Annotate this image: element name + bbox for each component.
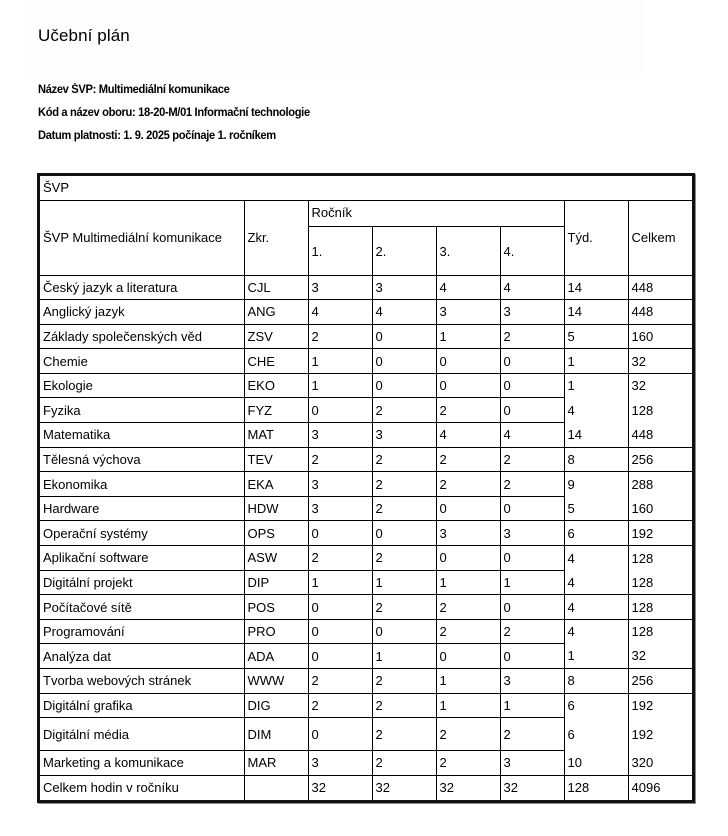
year-2-hours: 0 <box>372 349 436 374</box>
year-4-hours: 0 <box>500 644 564 669</box>
year-1-hours: 1 <box>308 349 372 374</box>
year-1-hours: 2 <box>308 546 372 571</box>
year-3-hours: 0 <box>436 644 500 669</box>
subject-name: Programování <box>40 619 244 644</box>
year-2-hours: 0 <box>372 619 436 644</box>
year-3-hours: 3 <box>436 521 500 546</box>
year-4-hours: 3 <box>500 751 564 776</box>
weekly-hours: 6 <box>564 693 628 718</box>
weekly-hours: 10 <box>564 751 628 776</box>
weekly-hours: 1 <box>564 373 628 398</box>
year-3-hours: 2 <box>436 718 500 751</box>
year-1-hours: 3 <box>308 751 372 776</box>
subject-name: Tvorba webových stránek <box>40 669 244 694</box>
weekly-hours: 4 <box>564 570 628 595</box>
table-row <box>40 718 692 751</box>
year-1-hours: 3 <box>308 496 372 521</box>
year-4-hours: 2 <box>500 619 564 644</box>
header-year-group: Ročník <box>308 200 564 226</box>
header-total: Celkem <box>628 200 692 275</box>
subject-name: Analýza dat <box>40 644 244 669</box>
subject-name: Digitální projekt <box>40 570 244 595</box>
subject-abbr: ASW <box>244 546 308 571</box>
table-row <box>40 693 692 718</box>
subject-name: Ekologie <box>40 373 244 398</box>
table-row <box>40 423 692 448</box>
page-title: Učební plán <box>38 26 130 45</box>
subject-abbr: MAR <box>244 751 308 776</box>
subject-name: Aplikační software <box>40 546 244 571</box>
year-3-hours: 4 <box>436 275 500 300</box>
year-2-hours: 2 <box>372 718 436 751</box>
year-2-hours: 3 <box>372 423 436 448</box>
subject-name: Základy společenských věd <box>40 324 244 349</box>
table-row <box>40 619 692 644</box>
year-2-hours: 2 <box>372 595 436 620</box>
subject-name: Matematika <box>40 423 244 448</box>
subject-abbr: EKA <box>244 472 308 497</box>
subject-abbr: CJL <box>244 275 308 300</box>
totals-label: Celkem hodin v ročníku <box>40 775 244 800</box>
table-row <box>40 398 692 423</box>
subject-abbr: WWW <box>244 669 308 694</box>
subject-name: Fyzika <box>40 398 244 423</box>
year-2-hours: 2 <box>372 669 436 694</box>
year-2-hours: 3 <box>372 275 436 300</box>
subject-abbr: ANG <box>244 300 308 325</box>
total-hours: 192 <box>628 693 692 718</box>
year-2-hours: 2 <box>372 398 436 423</box>
total-hours: 32 <box>628 373 692 398</box>
subject-abbr: MAT <box>244 423 308 448</box>
subject-abbr: POS <box>244 595 308 620</box>
table-caption: ŠVP <box>40 176 692 200</box>
weekly-hours: 4 <box>564 546 628 571</box>
total-hours: 256 <box>628 669 692 694</box>
curriculum-table <box>40 176 692 800</box>
subject-abbr: EKO <box>244 373 308 398</box>
weekly-hours: 9 <box>564 472 628 497</box>
table-row <box>40 669 692 694</box>
table-row <box>40 595 692 620</box>
table-row <box>40 472 692 497</box>
subject-name: Marketing a komunikace <box>40 751 244 776</box>
total-hours: 128 <box>628 619 692 644</box>
table-row <box>40 496 692 521</box>
subject-name: Počítačové sítě <box>40 595 244 620</box>
year-3-hours: 1 <box>436 669 500 694</box>
year-2-hours: 0 <box>372 324 436 349</box>
table-row <box>40 324 692 349</box>
year-3-hours: 0 <box>436 546 500 571</box>
header-subject: ŠVP Multimediální komunikace <box>40 200 244 275</box>
total-year-3: 32 <box>436 775 500 800</box>
subject-abbr: DIP <box>244 570 308 595</box>
year-4-hours: 4 <box>500 423 564 448</box>
subject-name: Český jazyk a literatura <box>40 275 244 300</box>
field-code: Kód a název oboru: 18-20-M/01 Informační technologie <box>38 107 310 119</box>
total-hours: 448 <box>628 275 692 300</box>
weekly-hours: 5 <box>564 496 628 521</box>
year-1-hours: 0 <box>308 619 372 644</box>
year-1-hours: 2 <box>308 447 372 472</box>
year-3-hours: 2 <box>436 595 500 620</box>
year-2-hours: 0 <box>372 373 436 398</box>
year-3-hours: 2 <box>436 447 500 472</box>
weekly-hours: 14 <box>564 423 628 448</box>
year-1-hours: 3 <box>308 275 372 300</box>
year-4-hours: 3 <box>500 300 564 325</box>
year-1-hours: 3 <box>308 472 372 497</box>
year-4-hours: 0 <box>500 546 564 571</box>
year-3-hours: 0 <box>436 496 500 521</box>
year-1-hours: 0 <box>308 644 372 669</box>
subject-name: Ekonomika <box>40 472 244 497</box>
subject-name: Digitální grafika <box>40 693 244 718</box>
subject-name: Anglický jazyk <box>40 300 244 325</box>
subject-abbr: ZSV <box>244 324 308 349</box>
year-2-hours: 2 <box>372 546 436 571</box>
total-hours: 288 <box>628 472 692 497</box>
total-hours: 448 <box>628 423 692 448</box>
table-row <box>40 570 692 595</box>
table-row <box>40 521 692 546</box>
year-1-hours: 4 <box>308 300 372 325</box>
totals-row <box>40 775 692 800</box>
year-4-hours: 4 <box>500 275 564 300</box>
total-hours: 128 <box>628 595 692 620</box>
year-3-hours: 0 <box>436 373 500 398</box>
table-caption-row <box>40 176 692 200</box>
total-year-1: 32 <box>308 775 372 800</box>
total-hours: 192 <box>628 718 692 751</box>
year-1-hours: 3 <box>308 423 372 448</box>
curriculum-table-wrapper <box>37 173 695 803</box>
year-3-hours: 2 <box>436 619 500 644</box>
subject-name: Chemie <box>40 349 244 374</box>
year-4-hours: 1 <box>500 570 564 595</box>
subject-abbr: TEV <box>244 447 308 472</box>
header-weekly: Týd. <box>564 200 628 275</box>
year-2-hours: 2 <box>372 472 436 497</box>
year-1-hours: 0 <box>308 398 372 423</box>
year-3-hours: 3 <box>436 300 500 325</box>
year-1-hours: 0 <box>308 521 372 546</box>
total-year-2: 32 <box>372 775 436 800</box>
total-year-4: 32 <box>500 775 564 800</box>
subject-abbr: CHE <box>244 349 308 374</box>
table-row <box>40 447 692 472</box>
weekly-hours: 4 <box>564 595 628 620</box>
year-2-hours: 2 <box>372 751 436 776</box>
year-1-hours: 0 <box>308 595 372 620</box>
total-hours: 32 <box>628 644 692 669</box>
subject-name: Hardware <box>40 496 244 521</box>
weekly-hours: 1 <box>564 644 628 669</box>
year-4-hours: 0 <box>500 595 564 620</box>
header-year-4: 4. <box>500 226 564 275</box>
year-3-hours: 2 <box>436 472 500 497</box>
year-2-hours: 2 <box>372 447 436 472</box>
weekly-hours: 6 <box>564 718 628 751</box>
table-row <box>40 546 692 571</box>
weekly-hours: 5 <box>564 324 628 349</box>
grand-total: 4096 <box>628 775 692 800</box>
weekly-hours: 6 <box>564 521 628 546</box>
table-row <box>40 751 692 776</box>
year-3-hours: 2 <box>436 751 500 776</box>
subject-name: Tělesná výchova <box>40 447 244 472</box>
subject-abbr: OPS <box>244 521 308 546</box>
table-row <box>40 275 692 300</box>
year-2-hours: 1 <box>372 570 436 595</box>
subject-name: Digitální média <box>40 718 244 751</box>
weekly-hours: 8 <box>564 669 628 694</box>
table-row <box>40 644 692 669</box>
header-year-1: 1. <box>308 226 372 275</box>
total-hours: 192 <box>628 521 692 546</box>
weekly-hours: 14 <box>564 275 628 300</box>
year-4-hours: 0 <box>500 349 564 374</box>
year-4-hours: 0 <box>500 398 564 423</box>
header-year-3: 3. <box>436 226 500 275</box>
year-4-hours: 2 <box>500 324 564 349</box>
subject-abbr: HDW <box>244 496 308 521</box>
total-hours: 32 <box>628 349 692 374</box>
year-3-hours: 2 <box>436 398 500 423</box>
total-hours: 160 <box>628 496 692 521</box>
year-4-hours: 3 <box>500 669 564 694</box>
year-2-hours: 4 <box>372 300 436 325</box>
year-1-hours: 2 <box>308 324 372 349</box>
header-year-2: 2. <box>372 226 436 275</box>
year-1-hours: 0 <box>308 718 372 751</box>
header-row <box>40 200 692 226</box>
year-2-hours: 2 <box>372 496 436 521</box>
year-3-hours: 4 <box>436 423 500 448</box>
subject-abbr: ADA <box>244 644 308 669</box>
total-hours: 128 <box>628 570 692 595</box>
subject-abbr: FYZ <box>244 398 308 423</box>
year-3-hours: 0 <box>436 349 500 374</box>
year-4-hours: 2 <box>500 447 564 472</box>
totals-abbr <box>244 775 308 800</box>
program-name: Název ŠVP: Multimediální komunikace <box>38 84 230 96</box>
weekly-hours: 1 <box>564 349 628 374</box>
weekly-hours: 14 <box>564 300 628 325</box>
year-1-hours: 2 <box>308 693 372 718</box>
weekly-hours: 4 <box>564 619 628 644</box>
year-3-hours: 1 <box>436 570 500 595</box>
subject-abbr: DIM <box>244 718 308 751</box>
total-hours: 256 <box>628 447 692 472</box>
subject-name: Operační systémy <box>40 521 244 546</box>
year-4-hours: 3 <box>500 521 564 546</box>
total-hours: 128 <box>628 398 692 423</box>
table-row <box>40 349 692 374</box>
year-4-hours: 2 <box>500 472 564 497</box>
weekly-hours: 4 <box>564 398 628 423</box>
table-row <box>40 373 692 398</box>
total-hours: 448 <box>628 300 692 325</box>
total-weekly: 128 <box>564 775 628 800</box>
year-3-hours: 1 <box>436 324 500 349</box>
total-hours: 128 <box>628 546 692 571</box>
total-hours: 160 <box>628 324 692 349</box>
year-4-hours: 0 <box>500 496 564 521</box>
year-2-hours: 2 <box>372 693 436 718</box>
validity-date: Datum platnosti: 1. 9. 2025 počínaje 1. ročníkem <box>38 130 276 142</box>
year-4-hours: 2 <box>500 718 564 751</box>
year-3-hours: 1 <box>436 693 500 718</box>
subject-abbr: PRO <box>244 619 308 644</box>
year-2-hours: 0 <box>372 521 436 546</box>
year-1-hours: 1 <box>308 373 372 398</box>
year-4-hours: 1 <box>500 693 564 718</box>
subject-abbr: DIG <box>244 693 308 718</box>
year-1-hours: 2 <box>308 669 372 694</box>
year-1-hours: 1 <box>308 570 372 595</box>
year-2-hours: 1 <box>372 644 436 669</box>
year-4-hours: 0 <box>500 373 564 398</box>
total-hours: 320 <box>628 751 692 776</box>
weekly-hours: 8 <box>564 447 628 472</box>
table-row <box>40 300 692 325</box>
header-abbr: Zkr. <box>244 200 308 275</box>
